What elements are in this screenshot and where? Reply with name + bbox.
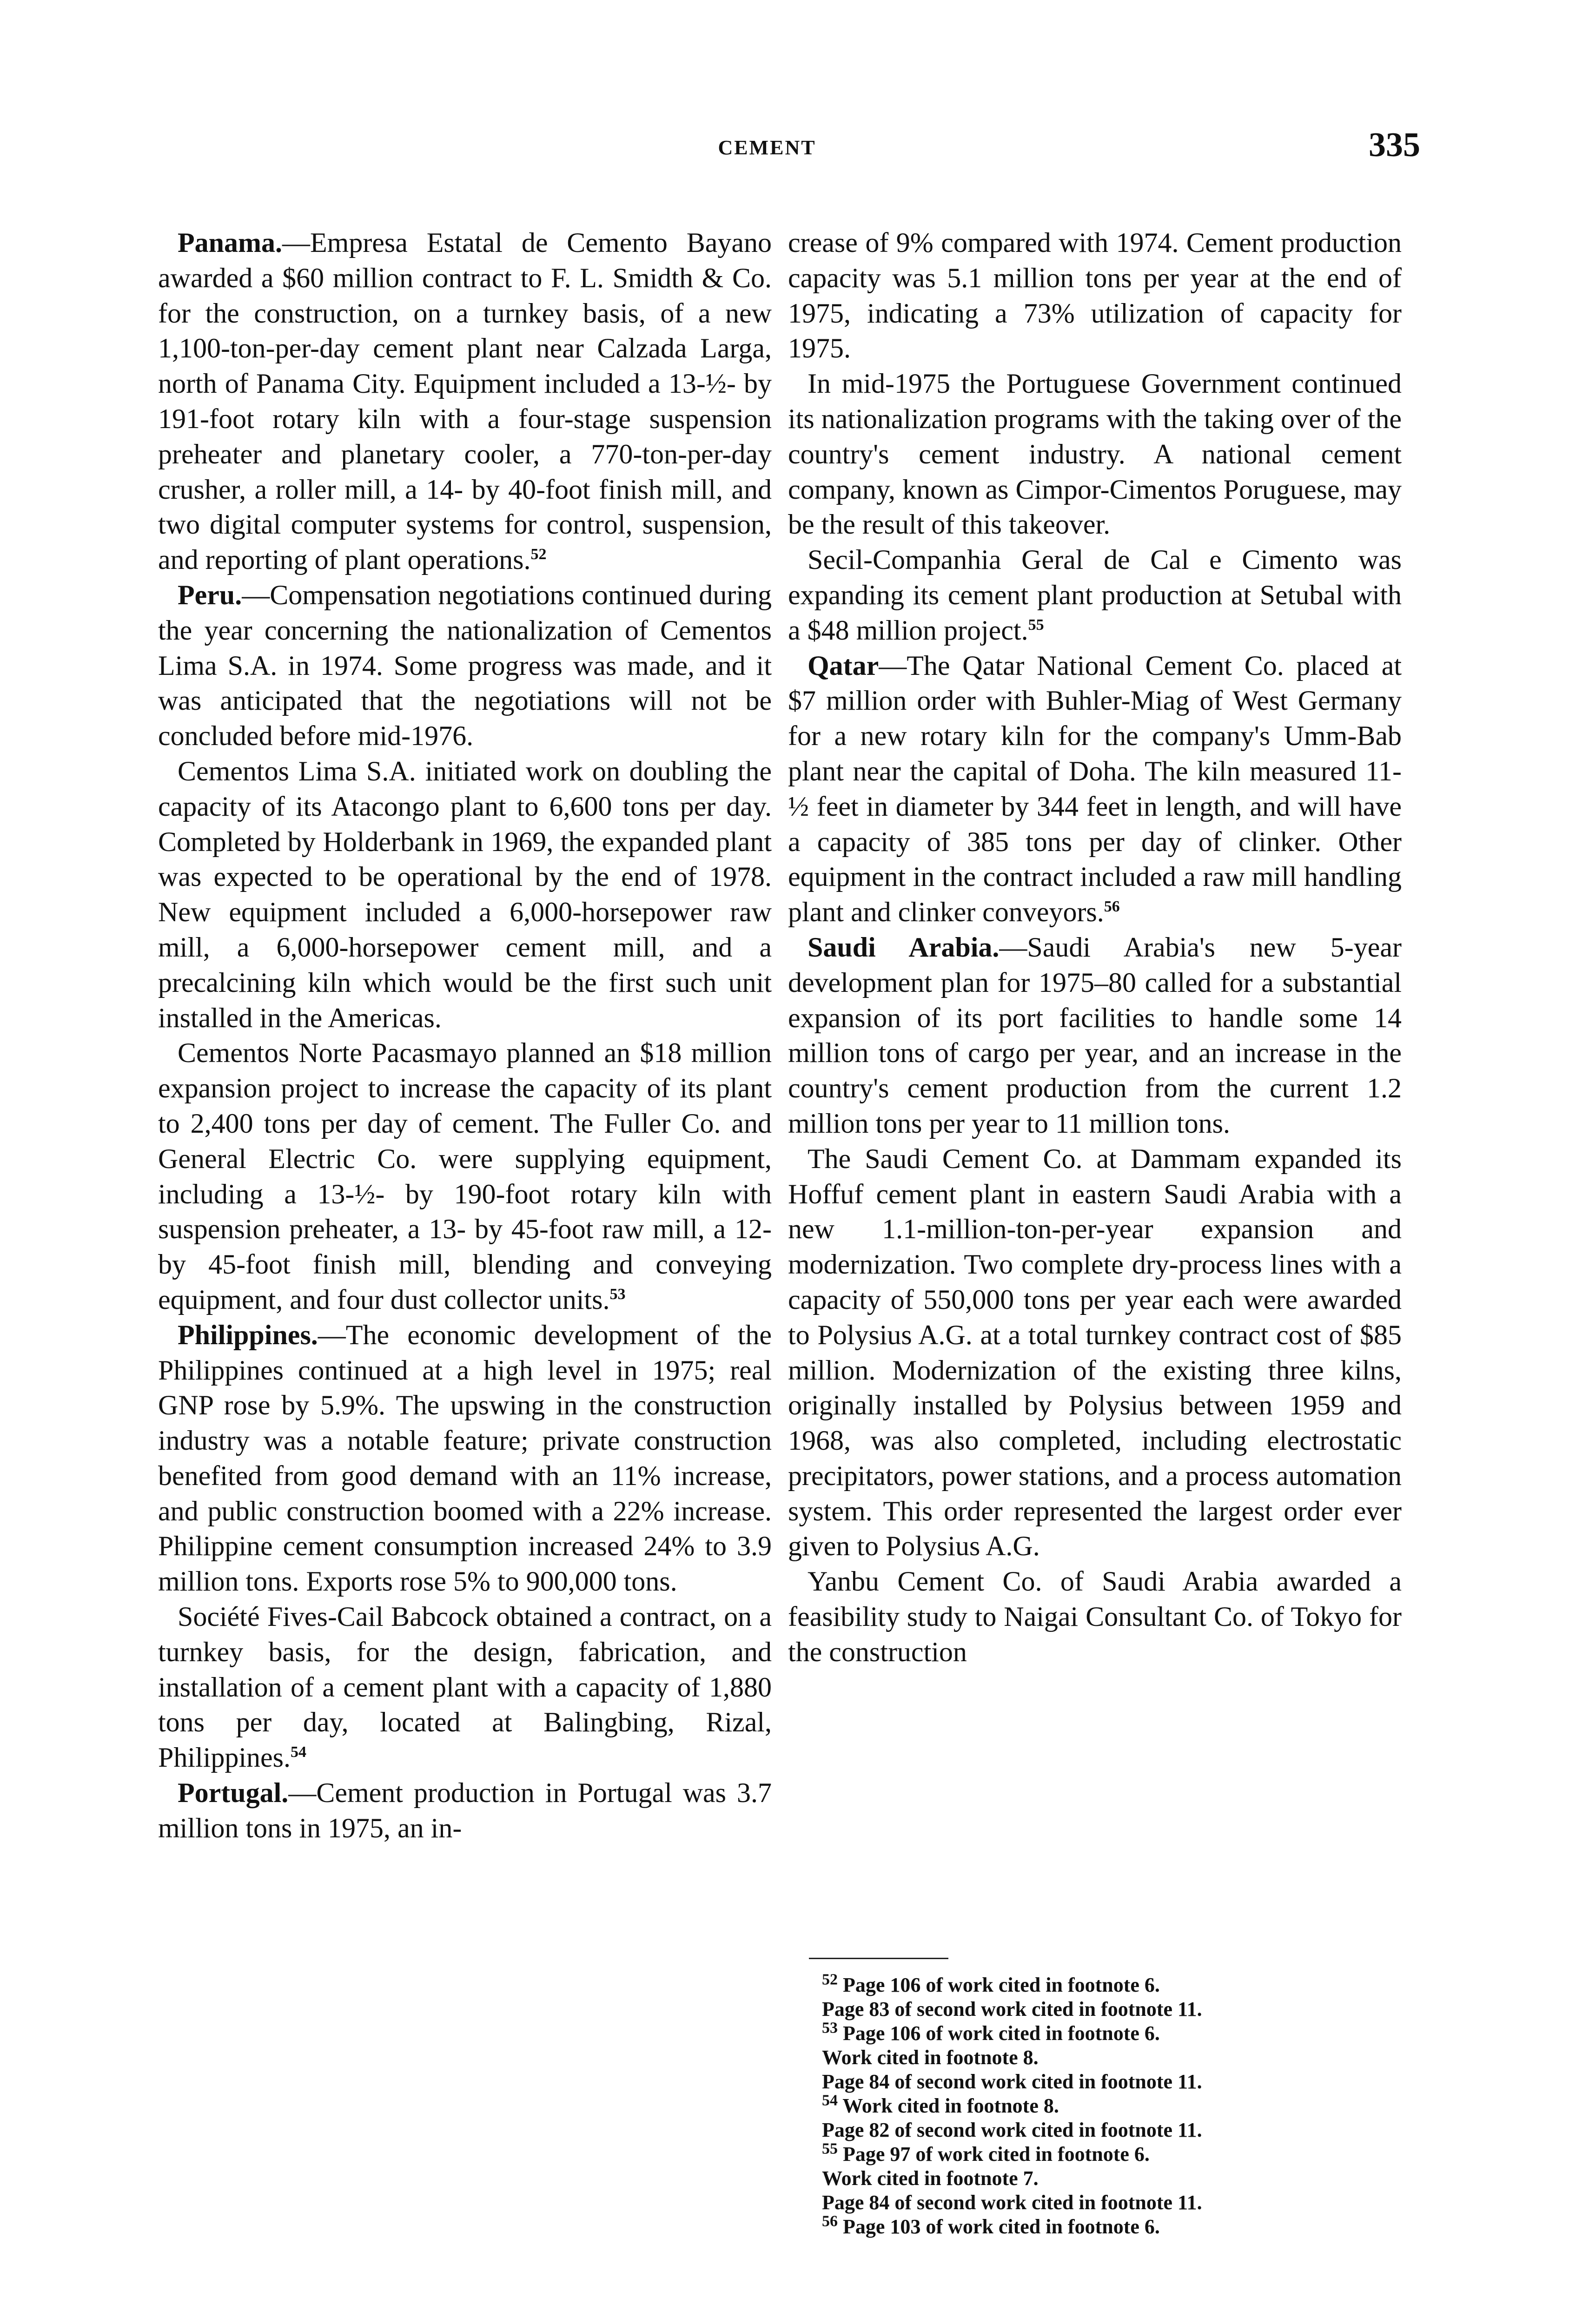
footnote-ref: 56 [1104, 898, 1120, 916]
country-heading: Peru. [178, 579, 242, 610]
paragraph [788, 542, 1402, 648]
footnote-text: Page 84 of second work cited in footnote 11. [822, 2191, 1202, 2214]
paragraph [158, 1776, 772, 1846]
paragraph-text: —Empresa Estatal de Cemento Bayano awarded a $60 million contract to F. L. Smidth & Co. for the construction, on a turnkey basis, of a new 1,100-ton-per-day cement plant near Calzada Larga, north of Panama City. Equipment included a 13-½- by 191-foot rotary kiln with a four-stage suspension preheater and planetary cooler, a 770-ton-per-day crusher, a roller mill, a 14- by 40-foot finish mill, and two digital computer systems for control, suspension, and reporting of plant operations. [158, 227, 772, 575]
footnote-number: 52 [822, 1971, 838, 1988]
country-heading: Qatar [808, 650, 879, 681]
footnote-text: Page 83 of second work cited in footnote 11. [822, 1998, 1202, 2020]
paragraph-text: Cementos Lima S.A. initiated work on doubling the capacity of its Atacongo plant to 6,600 tons per day. Completed by Holderbank in 1969, the expanded plant was expected to be operational by the end of 1978. New equipment included a 6,000-horsepower raw mill, a 6,000-horsepower cement mill, and a precalcining kiln which would be the first such unit installed in the Americas. [158, 755, 772, 1033]
paragraph [788, 225, 1402, 366]
footnote [822, 1997, 1426, 2021]
footnote-text: Work cited in footnote 7. [822, 2167, 1039, 2190]
footnote-text: Page 106 of work cited in footnote 6. [843, 1974, 1160, 1996]
footnote-ref: 55 [1028, 616, 1044, 634]
footnote [822, 2046, 1426, 2070]
footnote-text: Page 82 of second work cited in footnote 11. [822, 2119, 1202, 2141]
paragraph-text: Yanbu Cement Co. of Saudi Arabia awarded a feasibility study to Naigai Consultant Co. of Tokyo for the construction [788, 1566, 1402, 1667]
footnote-text: Page 103 of work cited in footnote 6. [843, 2215, 1160, 2238]
paragraph [158, 578, 772, 754]
footnote-number: 53 [822, 2019, 838, 2037]
paragraph-text: Cementos Norte Pacasmayo planned an $18 million expansion project to increase the capacity of its plant to 2,400 tons per day of cement. The Fuller Co. and General Electric Co. were supplying equipment, including a 13-½- by 190-foot rotary kiln with suspension preheater, a 13- by 45-foot raw mill, a 12- by 45-foot finish mill, blending and conveying equipment, and four dust collector units. [158, 1037, 772, 1315]
paragraph-text: crease of 9% compared with 1974. Cement production capacity was 5.1 million tons per year at the end of 1975, indicating a 73% utilization of capacity for 1975. [788, 227, 1402, 364]
paragraph [788, 930, 1402, 1142]
country-heading: Portugal. [178, 1777, 289, 1809]
country-heading: Panama. [178, 227, 282, 258]
footnote [822, 2212, 1426, 2239]
footnote-text: Work cited in footnote 8. [842, 2094, 1059, 2117]
paragraph [158, 1318, 772, 1599]
paragraph [788, 1142, 1402, 1565]
footnote [822, 2166, 1426, 2191]
footnote-text: Work cited in footnote 8. [822, 2046, 1039, 2069]
footnote-text: Page 97 of work cited in footnote 6. [843, 2143, 1150, 2166]
footnote-text: Page 84 of second work cited in footnote 11. [822, 2070, 1202, 2093]
paragraph [158, 1036, 772, 1317]
paragraph-text: The Saudi Cement Co. at Dammam expanded its Hoffuf cement plant in eastern Saudi Arabia with a new 1.1-million-ton-per-year expansion and modernization. Two complete dry-process lines with a capacity of 550,000 tons per year each were awarded to Polysius A.G. at a total turnkey contract cost of $85 million. Modernization of the existing three kilns, originally installed by Polysius between 1959 and 1968, was also completed, including electrostatic precipitators, power stations, and a process automation system. This order represented the largest order ever given to Polysius A.G. [788, 1143, 1402, 1562]
footnote-number: 54 [822, 2092, 838, 2109]
footnote [822, 2142, 1426, 2166]
paragraph [788, 1564, 1402, 1670]
footnote-ref: 54 [291, 1743, 307, 1761]
paragraph-text: —Cement production in Portugal was 3.7 million tons in 1975, an in- [158, 1777, 772, 1843]
footnote [822, 2070, 1426, 2094]
paragraph [788, 648, 1402, 930]
paragraph-text: —The Qatar National Cement Co. placed at $7 million order with Buhler-Miag of West Germany for a new rotary kiln for the company's Umm-Bab plant near the capital of Doha. The kiln measured 11-½ feet in diameter by 344 feet in length, and will have a capacity of 385 tons per day of clinker. Other equipment in the contract included a raw mill handling plant and clinker conveyors. [788, 650, 1402, 928]
footnote [822, 1973, 1426, 1997]
footnote [822, 2191, 1426, 2215]
right-column [788, 225, 1402, 1670]
left-column [158, 225, 772, 1846]
paragraph [788, 366, 1402, 542]
paragraph [158, 225, 772, 578]
paragraph-text: In mid-1975 the Portuguese Government continued its nationalization programs with the taking over of the country's cement industry. A national cement company, known as Cimpor-Cimentos Poruguese, may be the result of this takeover. [788, 368, 1402, 540]
paragraph [158, 754, 772, 1036]
page-header [0, 125, 1569, 167]
country-heading: Saudi Arabia. [808, 931, 1000, 963]
paragraph-text: —Saudi Arabia's new 5-year development plan for 1975–80 called for a substantial expansion of its port facilities to handle some 14 million tons of cargo per year, and an increase in the country's cement production from the current 1.2 million tons per year to 11 million tons. [788, 931, 1402, 1139]
footnote [822, 2021, 1426, 2046]
footnote-divider [809, 1958, 948, 1959]
paragraph-text: Secil-Companhia Geral de Cal e Cimento was expanding its cement plant production at Setubal with a $48 million project. [788, 544, 1402, 646]
footnote-number: 56 [822, 2212, 838, 2230]
page-number: 335 [1369, 126, 1420, 164]
footnotes [822, 1973, 1426, 2239]
paragraph-text: —The economic development of the Philippines continued at a high level in 1975; real GNP rose by 5.9%. The upswing in the construction industry was a notable feature; private construction benefited from good demand with an 11% increase, and public construction boomed with a 22% increase. Philippine cement consumption increased 24% to 3.9 million tons. Exports rose 5% to 900,000 tons. [158, 1319, 772, 1597]
footnote-ref: 52 [530, 546, 547, 563]
paragraph-text: —Compensation negotiations continued during the year concerning the nationalization of Cementos Lima S.A. in 1974. Some progress was made, and it was anticipated that the negotiations will not be concluded before mid-1976. [158, 579, 772, 752]
footnote [822, 2094, 1426, 2118]
paragraph [158, 1599, 772, 1776]
footnote [822, 2118, 1426, 2142]
paragraph-text: Société Fives-Cail Babcock obtained a contract, on a turnkey basis, for the design, fabrication, and installation of a cement plant with a capacity of 1,880 tons per day, located at Balingbing, Rizal, Philippines. [158, 1601, 772, 1773]
footnote-text: Page 106 of work cited in footnote 6. [843, 2022, 1160, 2045]
running-head: CEMENT [718, 136, 816, 159]
country-heading: Philippines. [178, 1319, 318, 1350]
footnote-ref: 53 [609, 1285, 626, 1303]
footnote-number: 55 [822, 2140, 838, 2158]
